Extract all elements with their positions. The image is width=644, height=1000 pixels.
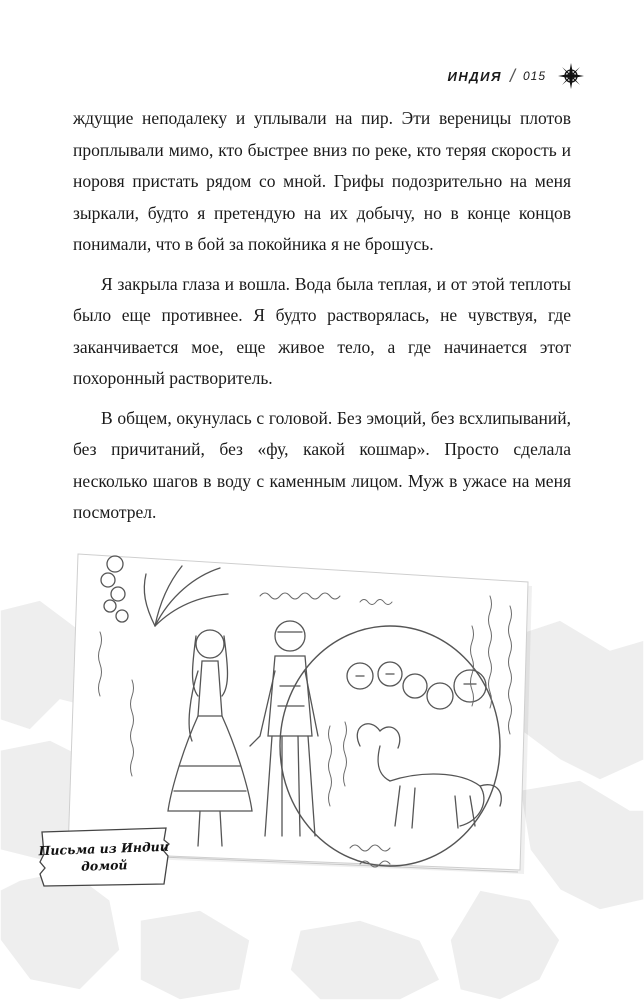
paragraph-3: В общем, окунулась с головой. Без эмоций, без всхлипываний, без причитаний, без «фу, какой кошмар». Просто сделала несколько шагов в воду с каменным лицом. Муж в ужасе на меня посмотрел. — [73, 407, 571, 522]
body-text — [73, 103, 571, 537]
caption-line-1: Письма из Индии — [38, 838, 170, 859]
section-title: ИНДИЯ — [447, 68, 502, 84]
caption-tag-text — [38, 826, 170, 888]
header-separator: / — [509, 65, 515, 86]
paragraph-1: ждущие неподалеку и уплывали на пир. Эти вереницы плотов проплывали мимо, кто быстрее вниз по реке, кто теряя скорость и норовя пристать рядом со мной. Грифы подозрительно на меня зыркали, будто я претендую на их добычу, но в конце концов понимали, что в бой за покойника я не брошусь. — [73, 108, 571, 254]
page-number: 015 — [522, 69, 546, 83]
caption-line-2: домой — [80, 857, 128, 874]
compass-rose-icon — [558, 63, 584, 89]
running-header — [447, 64, 584, 88]
paragraph-2: Я закрыла глаза и вошла. Вода была теплая, и от этой теплоты было еще противнее. Я будто растворялась, не чувствуя, где заканчивается мое, еще живое тело, а где начинается этот похоронный растворитель. — [73, 273, 571, 388]
